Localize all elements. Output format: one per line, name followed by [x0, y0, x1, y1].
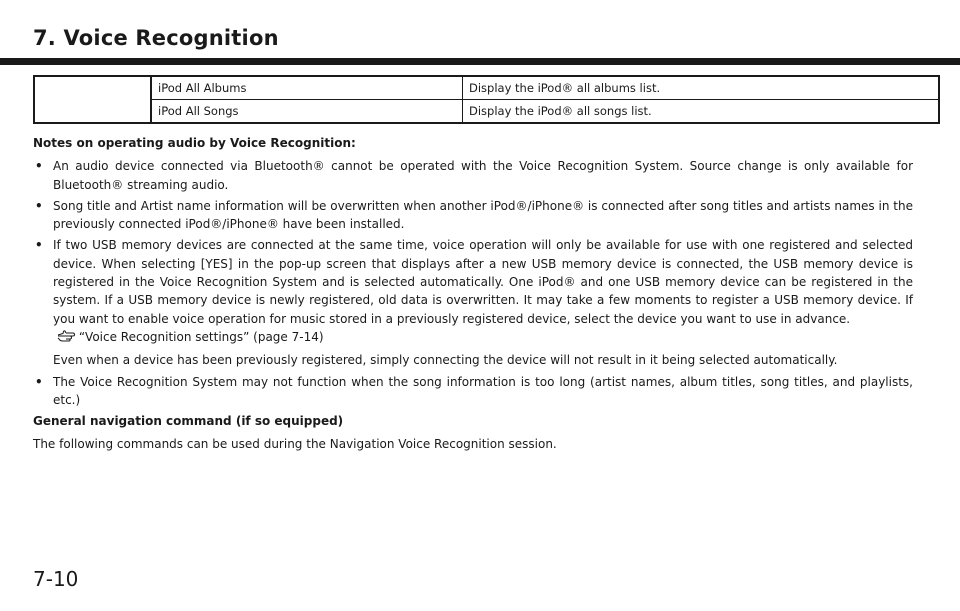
pointing-hand-icon: [57, 330, 75, 342]
note-text: The Voice Recognition System may not function when the song information is too long (artist names, album titles, song titles, and playlists, etc.): [53, 374, 913, 407]
list-item: [33, 236, 913, 369]
command-table: [33, 75, 940, 124]
bullet: •: [35, 238, 43, 253]
note-text: If two USB memory devices are connected at the same time, voice operation will only be available for use with one registered and selected device. When selecting [YES] in the pop-up screen that displays after a new USB memory device is connected, the USB memory device is registered in the Voice Recognition System and is selected automatically. One iPod® and one USB memory device can be registered in the system. If a USB memory device is newly registered, old data is overwritten. It may take a few moments to register a USB memory device. If you want to enable voice operation for music stored in a previously registered device, select the device you want to use in advance.: [53, 238, 913, 326]
table-cell-action: Display the iPod® all songs list.: [463, 100, 940, 124]
body-text: [33, 134, 913, 458]
bullet: •: [35, 374, 43, 389]
list-item: [33, 197, 913, 234]
notes-heading: Notes on operating audio by Voice Recognition:: [33, 136, 356, 150]
navigation-description: The following commands can be used during the Navigation Voice Recognition session.: [33, 437, 557, 452]
page-number: 7-10: [33, 567, 79, 591]
chapter-title: 7. Voice Recognition: [33, 26, 279, 50]
bullet: •: [35, 198, 43, 213]
cross-reference[interactable]: [53, 328, 913, 346]
note-followup: Even when a device has been previously registered, simply connecting the device will not result in it being selected automatically.: [53, 353, 838, 368]
bullet: •: [35, 159, 43, 174]
table-cell-command: iPod All Albums: [151, 76, 463, 100]
table-row: [34, 100, 939, 124]
table-cell-command: iPod All Songs: [151, 100, 463, 124]
note-text: An audio device connected via Bluetooth® cannot be operated with the Voice Recognition System. Source change is only available for Bluetooth® streaming audio.: [53, 159, 913, 192]
title-rule: [0, 58, 960, 65]
table-row: [34, 76, 939, 100]
list-item: [33, 157, 913, 194]
table-cell-action: Display the iPod® all albums list.: [463, 76, 940, 100]
note-text: Song title and Artist name information will be overwritten when another iPod®/iPhone® is connected after song titles and artists names in the previously connected iPod®/iPhone® have been installed.: [53, 198, 913, 232]
list-item: [33, 373, 913, 410]
table-blank-cell: [34, 76, 151, 123]
reference-text: “Voice Recognition settings” (page 7-14): [78, 329, 324, 344]
navigation-heading: General navigation command (if so equipped): [33, 414, 344, 429]
notes-list: [33, 157, 913, 409]
